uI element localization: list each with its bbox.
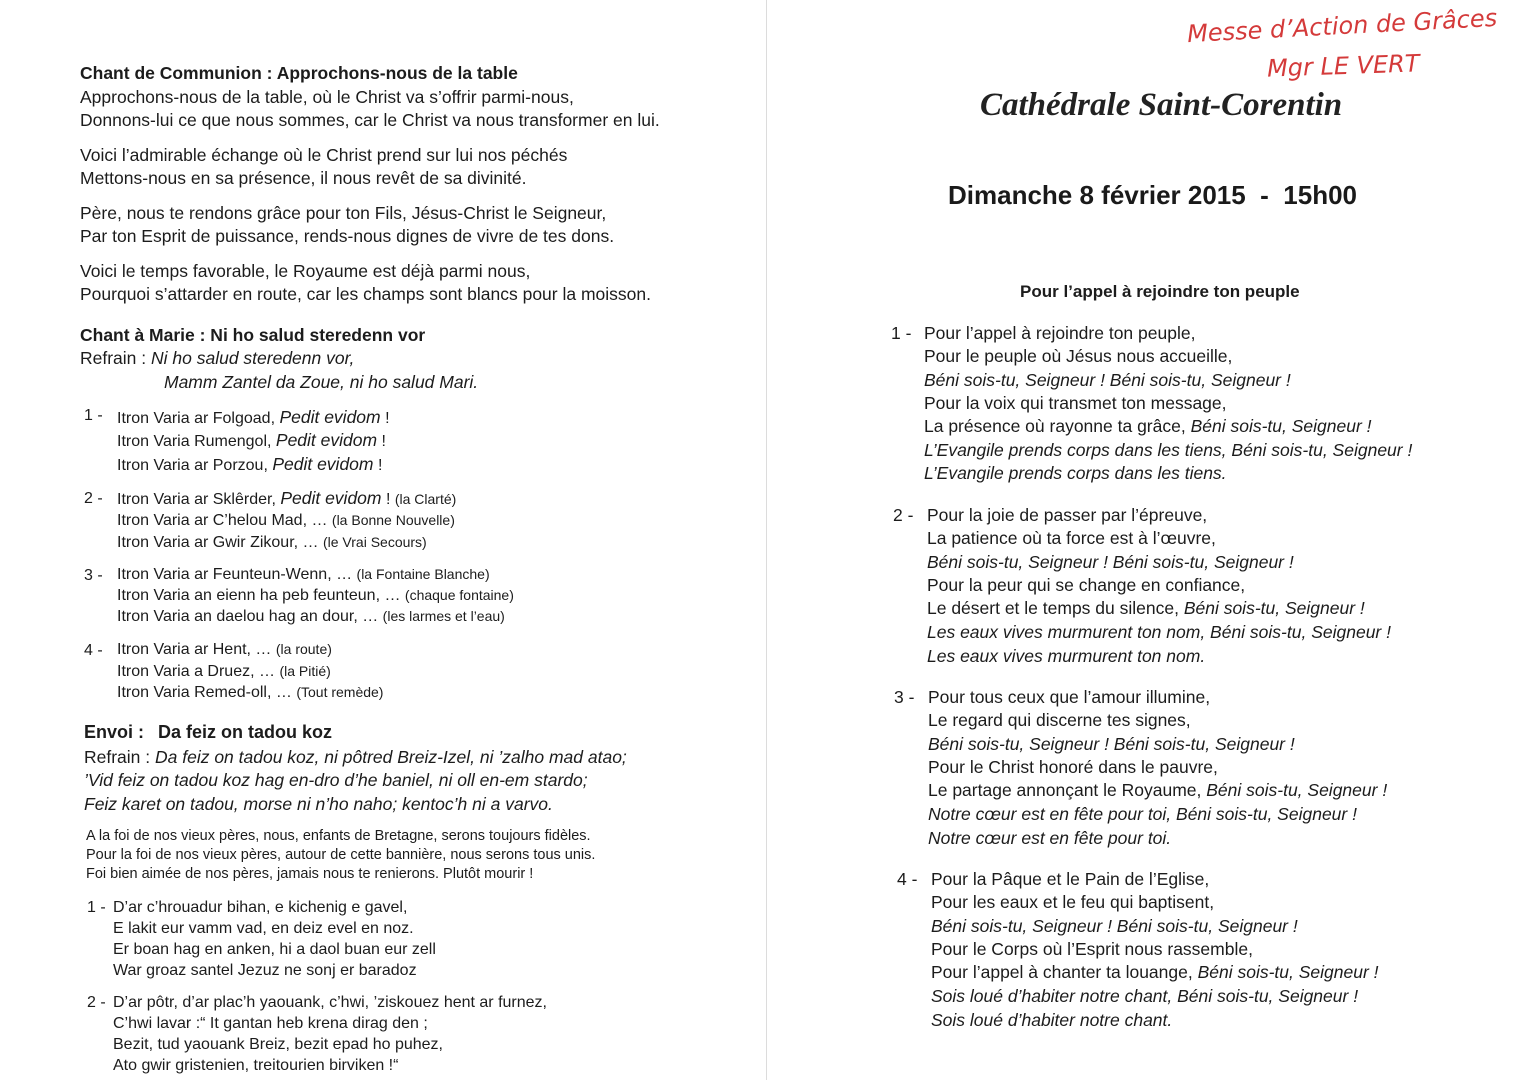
marie-v1-l3-italic: Pedit evidom [272,454,374,474]
song-v1-l5-text: La présence où rayonne ta grâce, [924,416,1191,436]
marie-v1-line-1 [117,407,390,428]
envoi-v1-line-2: E lakit eur vamm vad, en deiz evel en noz. [113,920,414,937]
song-v2-number: 2 - [893,505,914,525]
song-v3-line-7: Notre cœur est en fête pour toi. [928,828,1172,848]
marie-v3-l1-text: Itron Varia ar Feunteun-Wenn, … [117,566,357,583]
song-v2-line-2: La patience où ta force est à l’œuvre, [927,528,1216,548]
communion-line-3: Voici l’admirable échange où le Christ prend sur lui nos péchés [80,145,568,165]
marie-v2-l2-text: Itron Varia ar C’helou Mad, … [117,512,332,529]
marie-refrain-1 [80,348,354,369]
marie-v4-l1-note: (la route) [275,641,332,657]
marie-v2-line-3 [117,534,427,552]
song-v4-l5-italic: Béni sois-tu, Seigneur ! [1197,962,1379,982]
song-v3-line-5 [928,780,1387,801]
envoi-translation-1: A la foi de nos vieux pères, nous, enfants de Bretagne, serons toujours fidèles. [86,828,591,844]
marie-v3-l2-note: (chaque fontaine) [404,587,514,603]
left-page [0,0,766,1080]
marie-refrain-label: Refrain : [80,348,151,368]
marie-v1-l1-end: ! [380,410,390,427]
envoi-refrain-1 [84,747,627,768]
song-v2-line-1: Pour la joie de passer par l’épreuve, [927,505,1208,525]
communion-heading-title: Approchons-nous de la table [276,63,518,83]
marie-v3-line-1 [117,566,490,584]
song-v1-line-2: Pour le peuple où Jésus nous accueille, [924,346,1233,366]
envoi-v1-line-1: D’ar c’hrouadur bihan, e kichenig e gavel, [113,899,408,916]
marie-v2-l3-note: (le Vrai Secours) [322,534,427,550]
song-v1-line-5 [924,416,1372,437]
handwritten-note-2: Mgr LE VERT [1266,49,1420,83]
song-v4-line-4: Pour le Corps où l’Esprit nous rassemble, [931,939,1253,959]
song-v4-line-6: Sois loué d’habiter notre chant, Béni sois-tu, Seigneur ! [931,986,1359,1006]
communion-line-2: Donnons-lui ce que nous sommes, car le Christ va nous transformer en lui. [80,110,660,130]
envoi-v2-line-4: Ato gwir gristenien, treitourien birviken !“ [113,1057,399,1074]
marie-v4-line-3 [117,684,383,702]
song-v4-line-7: Sois loué d’habiter notre chant. [931,1010,1173,1030]
date-line: Dimanche 8 février 2015 - 15h00 [948,180,1358,210]
envoi-translation-3: Foi bien aimée de nos pères, jamais nous te renierons. Plutôt mourir ! [86,866,534,882]
right-page [767,0,1540,1080]
marie-v1-line-3 [117,454,382,475]
communion-heading-label: Chant de Communion [80,63,262,83]
marie-v4-l2-note: (la Pitié) [279,663,331,679]
song-title: Pour l’appel à rejoindre ton peuple [1020,282,1300,301]
song-v3-line-6: Notre cœur est en fête pour toi, Béni sois-tu, Seigneur ! [928,804,1357,824]
marie-v1-l1-italic: Pedit evidom [279,407,381,427]
marie-v3-l2-text: Itron Varia an eienn ha peb feunteun, … [117,587,405,604]
envoi-v1-number: 1 - [87,899,106,916]
marie-v4-l1-text: Itron Varia ar Hent, … [117,641,276,658]
marie-v4-number: 4 - [84,642,103,659]
marie-v2-line-2 [117,512,455,530]
marie-v1-l2-text: Itron Varia Rumengol, [117,433,276,450]
song-v2-l5-italic: Béni sois-tu, Seigneur ! [1183,598,1365,618]
envoi-v1-line-4: War groaz santel Jezuz ne sonj er baradoz [113,962,417,979]
envoi-refrain-3: Feiz karet on tadou, morse ni n’ho naho; kentoc’h ni a varvo. [84,794,553,814]
marie-v4-l3-text: Itron Varia Remed-oll, … [117,684,297,701]
song-v3-l5-italic: Béni sois-tu, Seigneur ! [1206,780,1388,800]
communion-line-8: Pourquoi s’attarder en route, car les champs sont blancs pour la moisson. [80,284,651,304]
envoi-refrain-text-1: Da feiz on tadou koz, ni pôtred Breiz-Izel, ni ’zalho mad atao; [155,747,627,767]
song-v1-line-1: Pour l’appel à rejoindre ton peuple, [924,323,1196,343]
song-v4-line-5 [931,962,1379,983]
song-v2-l5-text: Le désert et le temps du silence, [927,598,1184,618]
communion-line-1: Approchons-nous de la table, où le Christ va s’offrir parmi-nous, [80,87,574,107]
song-v3-l5-text: Le partage annonçant le Royaume, [928,780,1207,800]
envoi-v2-line-3: Bezit, tud yaouank Breiz, bezit epad ho puhez, [113,1036,443,1053]
song-v4-l5-text: Pour l’appel à chanter ta louange, [931,962,1198,982]
envoi-v1-line-3: Er boan hag en anken, hi a daol buan eur zell [113,941,436,958]
marie-refrain-text-1: Ni ho salud steredenn vor, [151,348,355,368]
marie-v4-line-2 [117,663,331,681]
marie-v1-l2-italic: Pedit evidom [275,430,378,450]
song-v1-line-7: L’Evangile prends corps dans les tiens. [924,463,1227,483]
marie-v1-l1-text: Itron Varia ar Folgoad, [117,410,280,427]
song-v1-line-6: L’Evangile prends corps dans les tiens, Béni sois-tu, Seigneur ! [924,440,1413,460]
marie-v3-line-2 [117,587,514,605]
marie-v2-l1-italic: Pedit evidom [280,488,382,508]
marie-v2-number: 2 - [84,490,103,507]
song-v2-line-3: Béni sois-tu, Seigneur ! Béni sois-tu, Seigneur ! [927,552,1294,572]
marie-v3-line-3 [117,608,505,626]
song-v4-number: 4 - [897,869,918,889]
marie-v2-l3-text: Itron Varia ar Gwir Zikour, … [117,534,323,551]
song-v2-line-6: Les eaux vives murmurent ton nom, Béni sois-tu, Seigneur ! [927,622,1391,642]
song-v3-line-4: Pour le Christ honoré dans le pauvre, [928,757,1218,777]
song-v1-number: 1 - [891,323,912,343]
envoi-v2-number: 2 - [87,994,106,1011]
communion-heading-sep: : [261,63,277,83]
marie-v4-line-1 [117,641,332,659]
marie-refrain-2: Mamm Zantel da Zoue, ni ho salud Mari. [164,372,479,392]
marie-v1-l2-end: ! [377,433,386,450]
marie-v3-l1-note: (la Fontaine Blanche) [356,566,490,582]
communion-heading [80,63,518,84]
song-v3-line-3: Béni sois-tu, Seigneur ! Béni sois-tu, Seigneur ! [928,734,1295,754]
communion-line-6: Par ton Esprit de puissance, rends-nous dignes de vivre de tes dons. [80,226,615,246]
envoi-translation-2: Pour la foi de nos vieux pères, autour de cette bannière, nous serons tous unis. [86,847,596,863]
marie-v1-l3-text: Itron Varia ar Porzou, [117,457,273,474]
song-v4-line-3: Béni sois-tu, Seigneur ! Béni sois-tu, Seigneur ! [931,916,1298,936]
marie-v1-line-2 [117,430,386,451]
envoi-refrain-label: Refrain : [84,747,155,767]
envoi-heading-title: Da feiz on tadou koz [158,722,333,742]
marie-v2-l2-note: (la Bonne Nouvelle) [331,512,455,528]
song-v2-line-4: Pour la peur qui se change en confiance, [927,575,1246,595]
marie-v4-l3-note: (Tout remède) [296,684,384,700]
handwritten-note-1: Messe d’Action de Grâces [1186,3,1498,49]
envoi-refrain-2: ’Vid feiz on tadou koz hag en-dro d’he baniel, ni oll en-em stardo; [84,770,588,790]
communion-line-7: Voici le temps favorable, le Royaume est déjà parmi nous, [80,261,531,281]
song-v2-line-7: Les eaux vives murmurent ton nom. [927,646,1206,666]
communion-line-4: Mettons-nous en sa présence, il nous revêt de sa divinité. [80,168,527,188]
song-v3-line-1: Pour tous ceux que l’amour illumine, [928,687,1211,707]
marie-v2-l1-end: ! [381,491,395,508]
song-v2-line-5 [927,598,1365,619]
marie-v1-number: 1 - [84,407,103,424]
envoi-heading [84,722,332,743]
marie-v2-l1-note: (la Clarté) [394,491,457,507]
marie-v1-l3-end: ! [373,457,383,474]
song-v4-line-1: Pour la Pâque et le Pain de l’Eglise, [931,869,1210,889]
marie-v3-number: 3 - [84,567,103,584]
song-v1-line-3: Béni sois-tu, Seigneur ! Béni sois-tu, Seigneur ! [924,370,1291,390]
marie-heading: Chant à Marie : Ni ho salud steredenn vor [80,325,426,345]
marie-v3-l3-note: (les larmes et l’eau) [382,608,505,624]
communion-line-5: Père, nous te rendons grâce pour ton Fils, Jésus-Christ le Seigneur, [80,203,607,223]
song-v4-line-2: Pour les eaux et le feu qui baptisent, [931,892,1215,912]
marie-v3-l3-text: Itron Varia an daelou hag an dour, … [117,608,383,625]
song-v3-number: 3 - [894,687,915,707]
marie-v2-l1-text: Itron Varia ar Sklêrder, [117,491,281,508]
envoi-heading-label: Envoi : [84,722,145,742]
song-v1-l5-italic: Béni sois-tu, Seigneur ! [1190,416,1372,436]
envoi-v2-line-1: D’ar pôtr, d’ar plac’h yaouank, c’hwi, ’ziskouez hent ar furnez, [113,994,547,1011]
envoi-v2-line-2: C’hwi lavar :“ It gantan heb krena dirag den ; [113,1015,428,1032]
marie-v4-l2-text: Itron Varia a Druez, … [117,663,280,680]
song-v1-line-4: Pour la voix qui transmet ton message, [924,393,1227,413]
song-v3-line-2: Le regard qui discerne tes signes, [928,710,1191,730]
cathedral-title: Cathédrale Saint-Corentin [980,87,1343,123]
marie-v2-line-1 [117,488,456,509]
